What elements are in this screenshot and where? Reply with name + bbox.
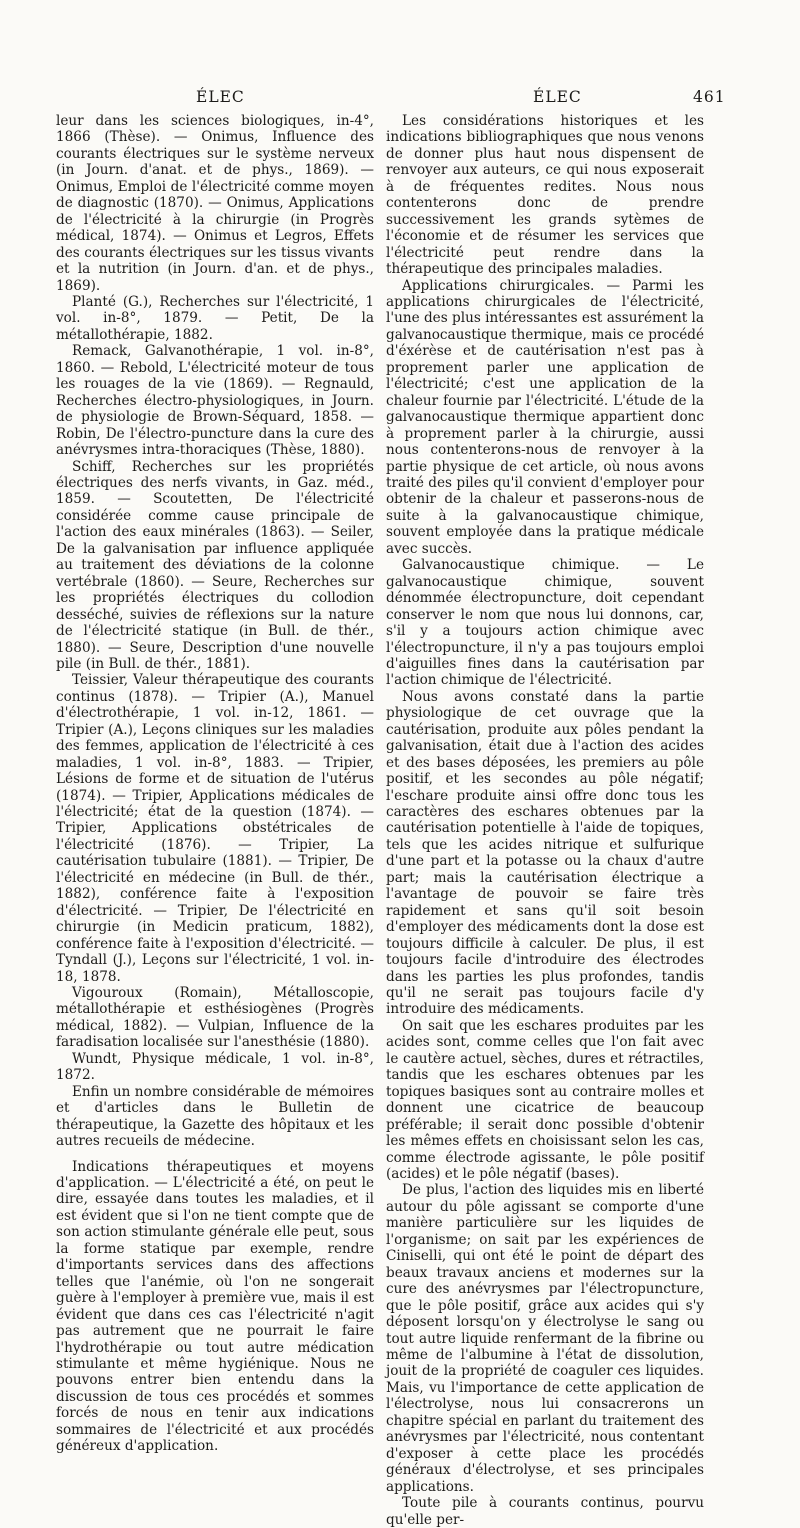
- bibliography-onimus: leur dans les sciences biologiques, in-4°, 1866 (Thèse). — Onimus, Influence des courants électriques sur le système nerveux (in Journ. d'anat. et de phys., 1869). — Onimus, Emploi de l'électricité comme moyen de diagnostic (1870). — Onimus, Applications de l'électricité à la chirurgie (in Progrès médical, 1874). — Onimus et Legros, Effets des courants électriques sur les tissus vivants et la nutrition (in Journ. d'an. et de phys., 1869).: [56, 113, 374, 294]
- paragraph-galvanocaustique-chimique: Galvanocaustique chimique. — Le galvanocaustique chimique, souvent dénommée électropuncture, doit cependant conserver le nom que nous lui donnons, car, s'il y a toujours action chimique avec l'électropuncture, il n'y a pas toujours emploi d'aiguilles fines dans la cautérisation par l'action chimique de l'électricité.: [386, 557, 704, 689]
- paragraph-eschares: On sait que les eschares produites par les acides sont, comme celles que l'on fait avec le cautère actuel, sèches, dures et rétractiles, tandis que les eschares obtenues par les topiques basiques sont au contraire molles et donnent une cicatrice de beaucoup préférable; il serait donc possible d'obtenir les mêmes effets en choisissant selon les cas, comme électrode agissante, le pôle positif (acides) et le pôle négatif (bases).: [386, 1017, 704, 1182]
- paragraph-liquides: De plus, l'action des liquides mis en liberté autour du pôle agissant se comporte d'une manière particulière sur les liquides de l'organisme; on sait par les expériences de Ciniselli, qui ont été le point de départ des beaux travaux anciens et modernes sur la cure des anévrysmes par l'électropuncture, que le pôle positif, grâce aux acides qui s'y déposent lorsqu'on y électrolyse le sang ou tout autre liquide renfermant de la fibrine ou même de l'albumine à l'état de dissolution, jouit de la propriété de coaguler ces liquides. Mais, vu l'importance de cette application de l'électrolyse, nous lui consacrerons un chapitre spécial en parlant du traitement des anévrysmes par l'électricité, nous contentant d'exposer à cette place les procédés généraux d'électrolyse, et ses principales applications.: [386, 1182, 704, 1495]
- paragraph-cauterisation: Nous avons constaté dans la partie physiologique de cet ouvrage que la cautérisation, produite aux pôles pendant la galvanisation, était due à l'action des acides et des bases déposées, les premiers au pôle positif, et les secondes au pôle négatif; l'eschare produite ainsi offre donc tous les caractères des eschares obtenues par la cautérisation potentielle à l'aide de topiques, tels que les acides nitrique et sulfurique d'une part et la potasse ou la chaux d'autre part; mais la cautérisation électrique a l'avantage de pouvoir se faire très rapidement et sans qu'il soit besoin d'employer des médicaments dont la dose est toujours difficile à calculer. De plus, il est toujours facile d'introduire des électrodes dans les parties les plus profondes, tandis qu'il ne serait pas toujours facile d'y introduire des médicaments.: [386, 688, 704, 1018]
- running-head-left: ÉLEC: [196, 88, 245, 106]
- page-number: 461: [693, 88, 726, 106]
- running-head-right: ÉLEC: [533, 88, 582, 106]
- bibliography-plante: Planté (G.), Recherches sur l'électricité, 1 vol. in-8°, 1879. — Petit, De la métallothérapie, 1882.: [56, 293, 374, 343]
- bibliography-remack: Remack, Galvanothérapie, 1 vol. in-8°, 1860. — Rebold, L'électricité moteur de tous les rouages de la vie (1869). — Regnauld, Recherches électro-physiologiques, in Journ. de physiologie de Brown-Séquard, 1858. — Robin, De l'électro-puncture dans la cure des anévrysmes intra-thoraciques (Thèse, 1880).: [56, 343, 374, 459]
- paragraph-toute-pile: Toute pile à courants continus, pourvu qu'elle per-: [386, 1495, 704, 1528]
- bibliography-vigouroux: Vigouroux (Romain), Métalloscopie, métallothérapie et esthésiogènes (Progrès médical, 1882). — Vulpian, Influence de la faradisation localisée sur l'anesthésie (1880).: [56, 985, 374, 1051]
- bibliography-conclusion: Enfin un nombre considérable de mémoires et d'articles dans le Bulletin de thérapeutique, la Gazette des hôpitaux et les autres recueils de médecine.: [56, 1083, 374, 1150]
- left-column: [56, 113, 374, 1455]
- bibliography-schiff: Schiff, Recherches sur les propriétés électriques des nerfs vivants, in Gaz. méd., 1859. — Scoutetten, De l'électricité considérée comme cause principale de l'action des eaux minérales (1863). — Seiler, De la galvanisation par influence appliquée au traitement des déviations de la colonne vertébrale (1860). — Seure, Recherches sur les propriétés électriques du collodion desséché, suivies de réflexions sur la nature de l'électricité statique (in Bull. de thér., 1880). — Seure, Description d'une nouvelle pile (in Bull. de thér., 1881).: [56, 458, 374, 672]
- section-indications: Indications thérapeutiques et moyens d'application. — L'électricité a été, on peut le dire, essayée dans toutes les maladies, et il est évident que si l'on ne tient compte que de son action stimulante générale elle peut, sous la forme statique par exemple, rendre d'importants services dans des affections telles que l'anémie, où l'on ne songerait guère à l'employer à première vue, mais il est évident que dans ces cas l'électricité n'agit pas autrement que ne pourrait le faire l'hydrothérapie ou tout autre médication stimulante et même hygiénique. Nous ne pouvons entrer bien entendu dans la discussion de tous ces procédés et sommes forcés de nous en tenir aux indications sommaires de l'électricité et aux procédés généreux d'application.: [56, 1158, 374, 1455]
- section-applications-chirurgicales: Applications chirurgicales. — Parmi les applications chirurgicales de l'électricité, l'une des plus intéressantes est assurément la galvanocaustique thermique, mais ce procédé d'éxérèse et de cautérisation n'est pas à proprement parler une application de l'électricité; c'est une application de la chaleur fournie par l'électricité. L'étude de la galvanocaustique thermique appartient donc à proprement parler à la chirurgie, aussi nous contenterons-nous de renvoyer à la partie physique de cet article, où nous avons traité des piles qu'il convient d'employer pour obtenir de la chaleur et passerons-nous de suite à la galvanocaustique chimique, souvent employée dans la pratique médicale avec succès.: [386, 277, 704, 557]
- right-column: [386, 113, 704, 1528]
- paragraph-considerations: Les considérations historiques et les indications bibliographiques que nous venons de donner plus haut nous dispensent de renvoyer aux auteurs, ce qui nous exposerait à de fréquentes redites. Nous nous contenterons donc de prendre successivement les grands sytèmes de l'économie et de résumer les services que l'électricité peut rendre dans la thérapeutique des principales maladies.: [386, 113, 704, 278]
- bibliography-teissier: Teissier, Valeur thérapeutique des courants continus (1878). — Tripier (A.), Manuel d'électrothérapie, 1 vol. in-12, 1861. — Tripier (A.), Leçons cliniques sur les maladies des femmes, application de l'électricité à ces maladies, 1 vol. in-8°, 1883. — Tripier, Lésions de forme et de situation de l'utérus (1874). — Tripier, Applications médicales de l'électricité; état de la question (1874). — Tripier, Applications obstétricales de l'électricité (1876). — Tripier, La cautérisation tubulaire (1881). — Tripier, De l'électricité en médecine (in Bull. de thér., 1882), conférence faite à l'exposition d'électricité. — Tripier, De l'électricité en chirurgie (in Medicin praticum, 1882), conférence faite à l'exposition d'électricité. — Tyndall (J.), Leçons sur l'électricité, 1 vol. in-18, 1878.: [56, 672, 374, 985]
- bibliography-wundt: Wundt, Physique médicale, 1 vol. in-8°, 1872.: [56, 1050, 374, 1084]
